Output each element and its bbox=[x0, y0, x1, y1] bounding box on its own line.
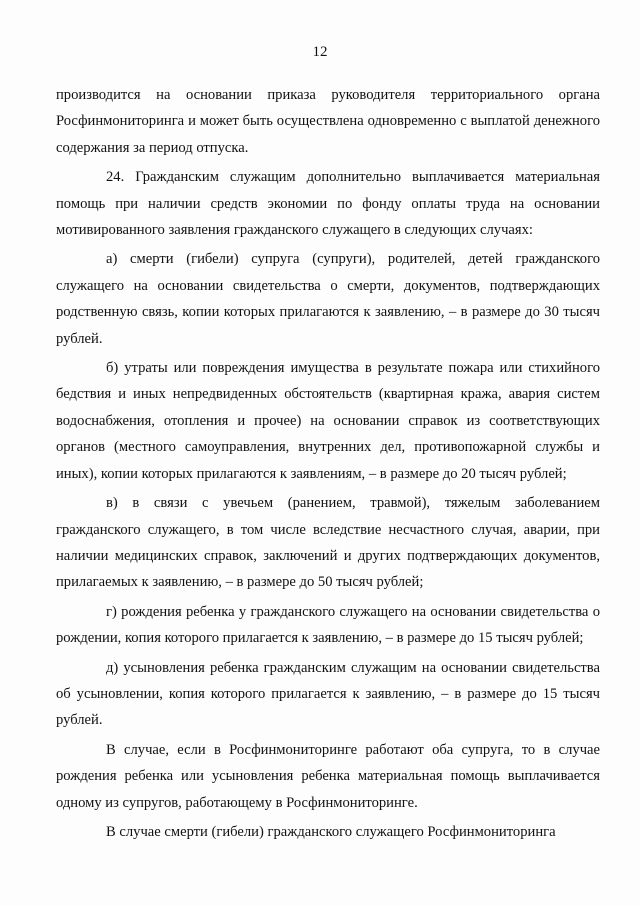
paragraph-clause-24: 24. Гражданским служащим дополнительно выплачивается материальная помощь при наличии средств экономии по фонду оплаты труда на основании мотивированного заявления гражданского служащего в следующих случаях: bbox=[56, 169, 600, 239]
paragraph-both-spouses: В случае, если в Росфинмониторинге работают оба супруга, то в случае рождения ребенка или усыновления ребенка материальная помощь выплачивается одному из супругов, работающему в Росфинмониторинге. bbox=[56, 741, 600, 811]
page-number: 12 bbox=[312, 44, 328, 60]
paragraph-death-of-employee: В случае смерти (гибели) гражданского служащего Росфинмониторинга bbox=[106, 823, 556, 840]
paragraph-item-a: а) смерти (гибели) супруга (супруги), родителей, детей гражданского служащего на основании свидетельства о смерти, документов, подтверждающих родственную связь, копии которых прилагаются к заявлению, – в размере до 30 тысяч рублей. bbox=[56, 251, 600, 347]
paragraph-item-g: г) рождения ребенка у гражданского служащего на основании свидетельства о рождении, копия которого прилагается к заявлению, – в размере до 15 тысяч рублей; bbox=[56, 603, 600, 647]
paragraph-continuation: производится на основании приказа руководителя территориального органа Росфинмониторинга и может быть осуществлена одновременно с выплатой денежного содержания за период отпуска. bbox=[56, 87, 600, 156]
paragraph-item-d: д) усыновления ребенка гражданским служащим на основании свидетельства об усыновлении, копия которого прилагается к заявлению, – в размере до 15 тысяч рублей. bbox=[56, 659, 600, 729]
paragraph-item-b: б) утраты или повреждения имущества в результате пожара или стихийного бедствия и иных непредвиденных обстоятельств (квартирная кража, авария систем водоснабжения, отопления и прочее) на основании справок из соответствующих органов (местного самоуправления, внутренних дел, противопожарной службы и иных), копии которых прилагаются к заявлениям, – в размере до 20 тысяч рублей; bbox=[56, 360, 600, 482]
paragraph-item-v: в) в связи с увечьем (ранением, травмой), тяжелым заболеванием гражданского служащего, в том числе вследствие несчастного случая, аварии, при наличии медицинских справок, заключений и других подтверждающих документов, прилагаемых к заявлению, – в размере до 50 тысяч рублей; bbox=[56, 495, 600, 591]
document-body bbox=[56, 82, 600, 848]
